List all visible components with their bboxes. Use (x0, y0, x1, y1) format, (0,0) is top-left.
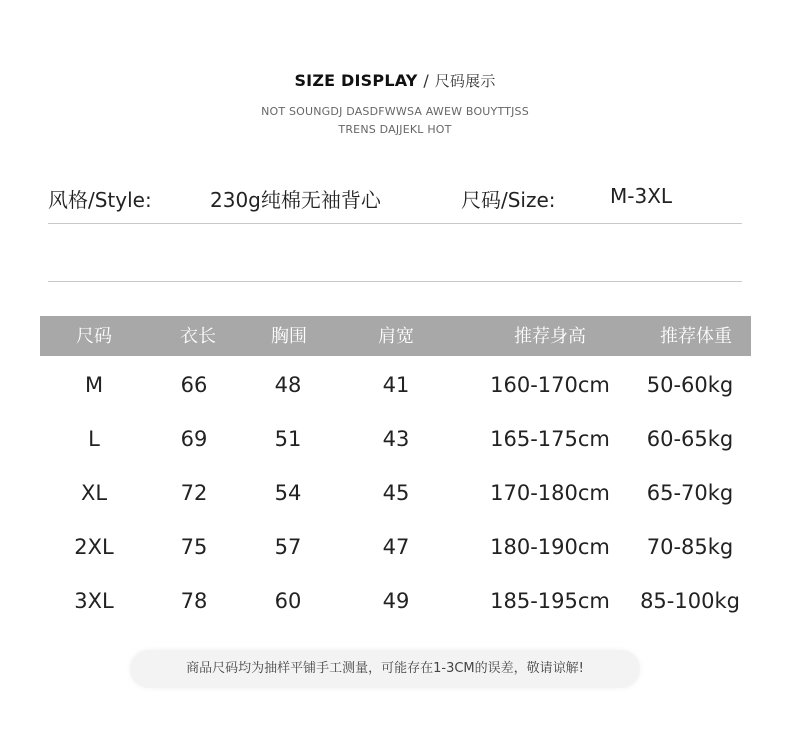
size-value: M-3XL (610, 184, 673, 208)
size-table-header (40, 301, 751, 356)
cell-weight: 85-100kg (640, 589, 740, 613)
cell-weight: 60-65kg (646, 427, 734, 451)
cell-weight: 65-70kg (646, 481, 734, 505)
header-shoulder-tiny-note: 肩宽 (389, 301, 402, 308)
subtitle-line-2: TRENS DAJJEKL HOT (338, 123, 452, 136)
style-label: 风格/Style: (48, 188, 152, 212)
cell-chest: 57 (274, 535, 302, 559)
divider-bottom (48, 281, 742, 282)
cell-shoulder: 47 (382, 535, 410, 559)
table-row (40, 574, 751, 628)
cell-height: 170-180cm (490, 481, 610, 505)
cell-length: 72 (180, 481, 208, 505)
cell-height: 160-170cm (490, 373, 610, 397)
cell-shoulder: 41 (382, 373, 410, 397)
cell-size: L (88, 427, 100, 451)
page-title (0, 70, 790, 91)
cell-size: M (84, 373, 104, 397)
cell-length: 75 (180, 535, 208, 559)
table-row (40, 520, 751, 574)
measurement-note (130, 650, 640, 688)
header-size: 尺码 (76, 326, 112, 347)
cell-chest: 54 (274, 481, 302, 505)
measurement-note-text: 商品尺码均为抽样平铺手工测量，可能存在1-3CM的误差，敬请谅解! (186, 661, 584, 676)
cell-size: 3XL (74, 589, 114, 613)
cell-height: 180-190cm (490, 535, 610, 559)
cell-shoulder: 49 (382, 589, 410, 613)
title-cn: 尺码展示 (434, 72, 496, 90)
cell-shoulder: 43 (382, 427, 410, 451)
cell-height: 165-175cm (490, 427, 610, 451)
header-shoulder-label: 肩宽 (378, 326, 414, 347)
title-separator: / (423, 71, 429, 90)
cell-length: 69 (180, 427, 208, 451)
cell-chest: 60 (274, 589, 302, 613)
header-shoulder (356, 301, 436, 356)
cell-weight: 50-60kg (646, 373, 734, 397)
subtitle-line-1: NOT SOUNGDJ DASDFWWSA AWEW BOUYTTJSS (261, 105, 529, 118)
cell-height: 185-195cm (490, 589, 610, 613)
cell-shoulder: 45 (382, 481, 410, 505)
cell-chest: 51 (274, 427, 302, 451)
table-row (40, 358, 751, 412)
table-row (40, 412, 751, 466)
cell-weight: 70-85kg (646, 535, 734, 559)
cell-length: 66 (180, 373, 208, 397)
table-row (40, 466, 751, 520)
title-en: SIZE DISPLAY (294, 71, 418, 90)
cell-size: 2XL (74, 535, 114, 559)
style-value: 230g纯棉无袖背心 (210, 188, 381, 212)
cell-length: 78 (180, 589, 208, 613)
cell-size: XL (80, 481, 108, 505)
size-label: 尺码/Size: (461, 188, 556, 212)
header-recommended-height: 推荐身高 (514, 326, 586, 347)
header-chest: 胸围 (271, 326, 307, 347)
cell-chest: 48 (274, 373, 302, 397)
product-info-row (0, 184, 790, 212)
header-recommended-weight: 推荐体重 (660, 326, 732, 347)
header-length: 衣长 (180, 326, 216, 347)
divider-top (48, 223, 742, 224)
